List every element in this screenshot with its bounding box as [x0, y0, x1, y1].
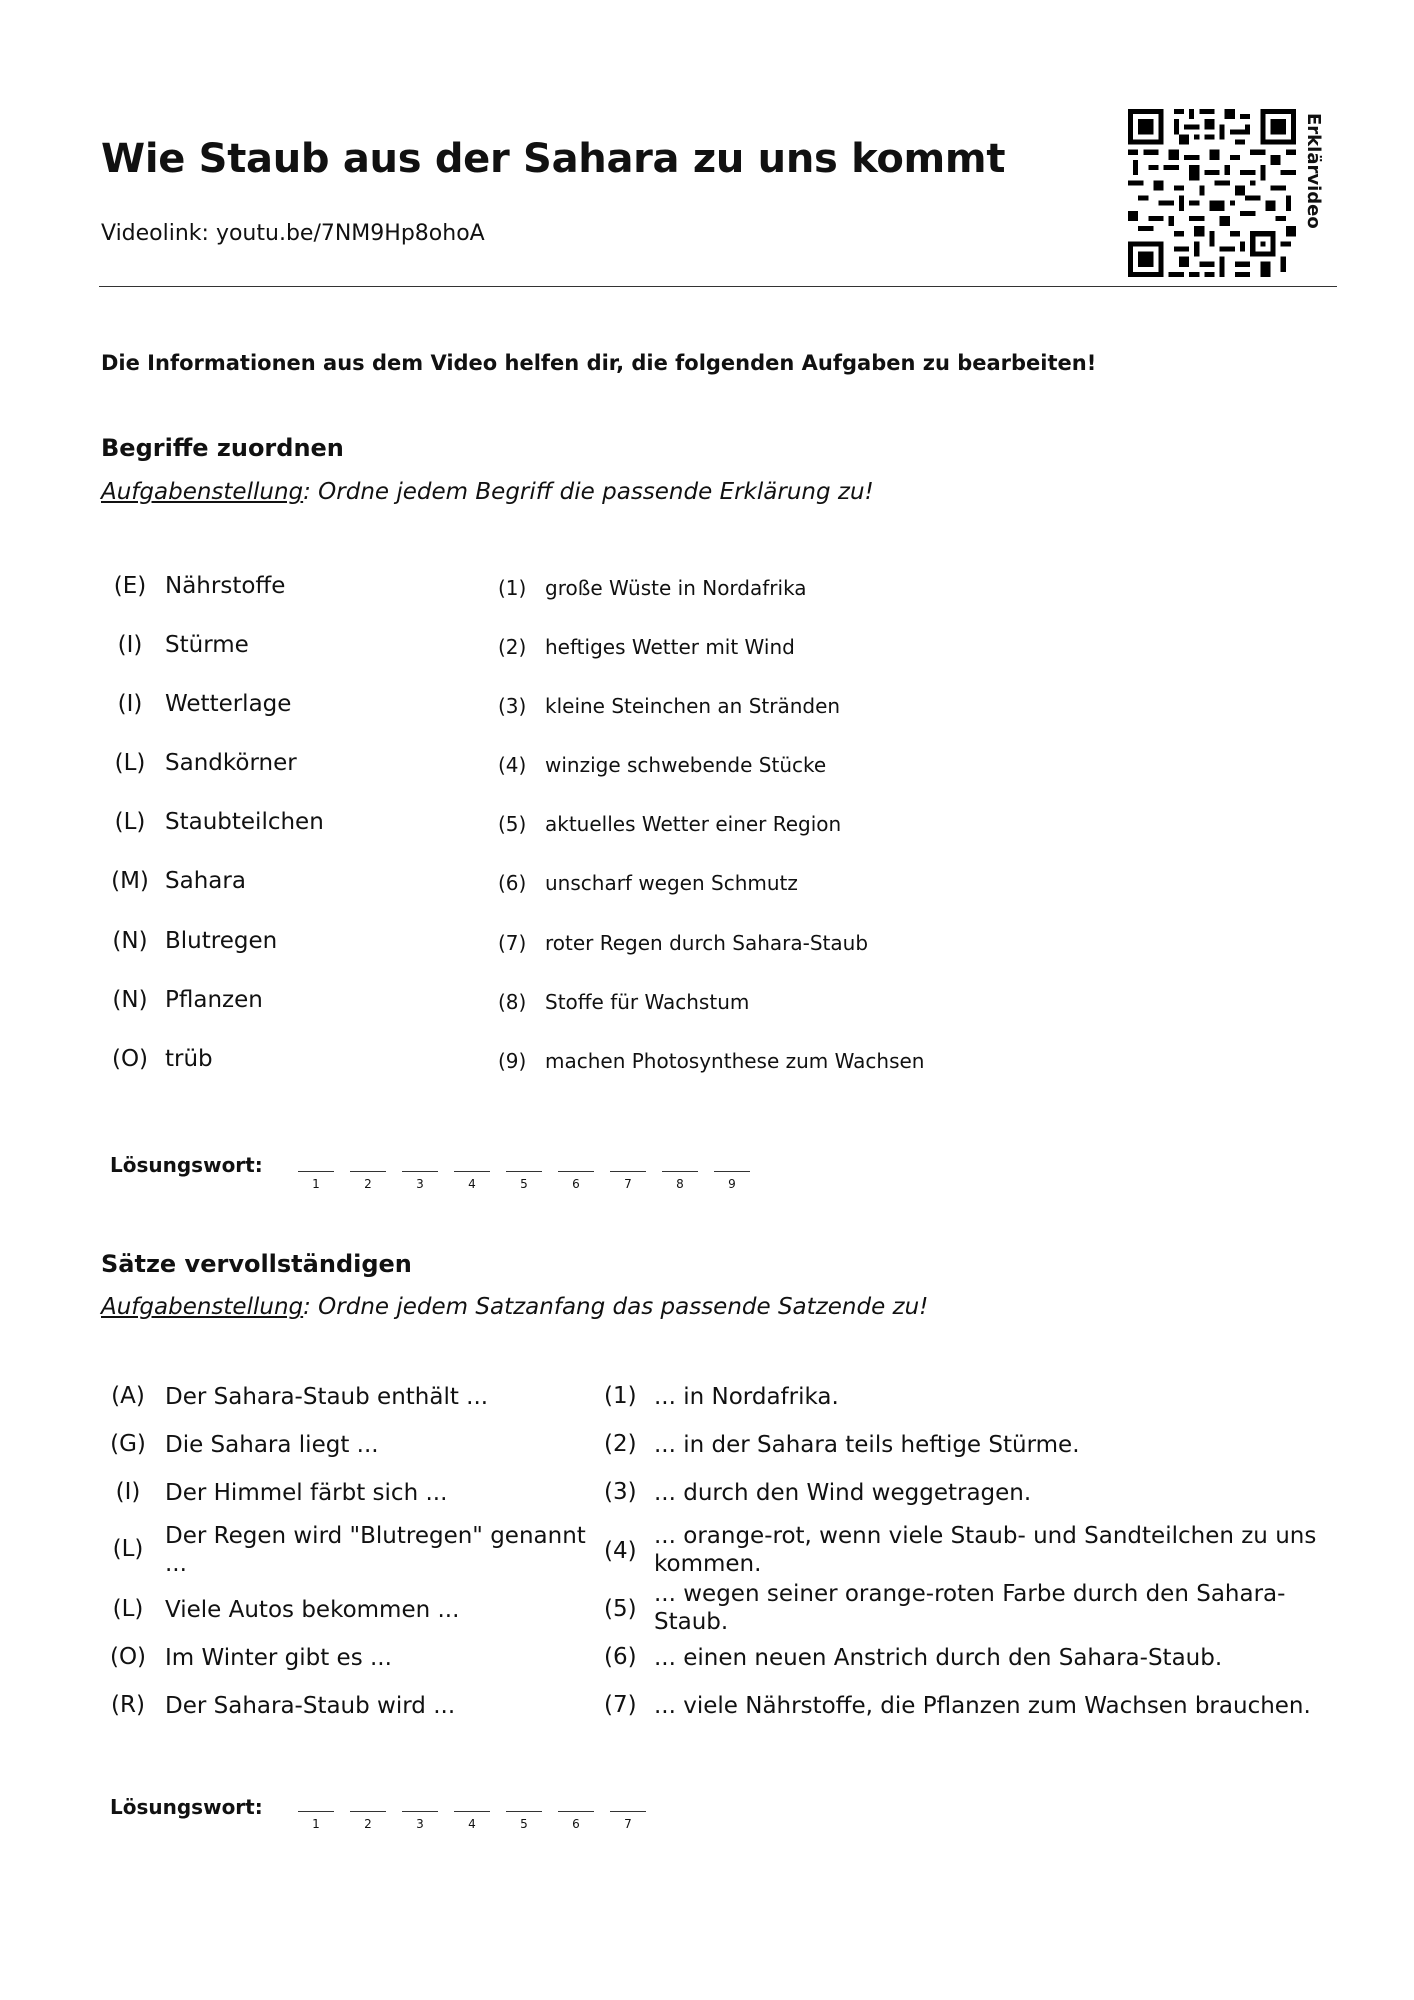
sentence-start-letter: (L) [112, 1596, 144, 1622]
intro-text: Die Informationen aus dem Video helfen dir, die folgenden Aufgaben zu bearbeiten! [101, 351, 1097, 375]
term-letter: (O) [111, 1046, 149, 1072]
sentence-start-text: Der Himmel färbt sich ... [165, 1480, 448, 1506]
section2-task-text: : Ordne jedem Satzanfang das passende Satzende zu! [303, 1294, 929, 1320]
qr-label [1300, 113, 1326, 273]
header-divider [99, 286, 1337, 287]
definition-text: heftiges Wetter mit Wind [545, 635, 795, 659]
term-row [0, 632, 1414, 672]
definition-text: große Wüste in Nordafrika [545, 576, 807, 600]
solution-number: 4 [468, 1177, 476, 1191]
solution-number: 5 [520, 1177, 528, 1191]
sentence-end-text: ... orange-rot, wenn viele Staub- und Sandteilchen zu uns kommen. [654, 1523, 1317, 1577]
sentence-start-letter: (G) [110, 1431, 146, 1457]
solution-blank [610, 1171, 646, 1172]
sentence-end-number: (1) [604, 1383, 637, 1409]
solution-blank [558, 1171, 594, 1172]
definition-number: (8) [498, 990, 527, 1014]
sentence-end-number: (4) [604, 1538, 637, 1564]
section1-task-label: Aufgabenstellung [101, 479, 304, 505]
term-row [0, 573, 1414, 613]
definition-text: kleine Steinchen an Stränden [545, 694, 841, 718]
term-row [0, 1046, 1414, 1086]
solution-number: 6 [572, 1177, 580, 1191]
definition-number: (5) [498, 812, 527, 836]
sentence-end-text: ... in der Sahara teils heftige Stürme. [654, 1432, 1080, 1458]
definition-text: Stoffe für Wachstum [545, 990, 750, 1014]
sentence-end-number: (3) [604, 1479, 637, 1505]
section1-task-text: : Ordne jedem Begriff die passende Erklärung zu! [303, 479, 874, 505]
sentence-start-letter: (A) [111, 1383, 145, 1409]
sentence-end-number: (6) [604, 1644, 637, 1670]
sentence-start-letter: (O) [109, 1644, 147, 1670]
definition-text: roter Regen durch Sahara-Staub [545, 931, 869, 955]
term-text: Sandkörner [165, 750, 297, 776]
definition-text: aktuelles Wetter einer Region [545, 812, 842, 836]
sentence-end-text: ... einen neuen Anstrich durch den Sahara-Staub. [654, 1645, 1223, 1671]
definition-number: (2) [498, 635, 527, 659]
solution-number: 7 [624, 1177, 632, 1191]
definition-text: machen Photosynthese zum Wachsen [545, 1049, 925, 1073]
solution-number: 2 [364, 1177, 372, 1191]
solution-blank [454, 1811, 490, 1812]
solution-blank [402, 1171, 438, 1172]
sentence-start-text: Der Sahara-Staub enthält ... [165, 1384, 489, 1410]
sentence-start-text: Viele Autos bekommen ... [165, 1597, 460, 1623]
sentence-start-text: Die Sahara liegt ... [165, 1432, 379, 1458]
page-title: Wie Staub aus der Sahara zu uns kommt [101, 136, 1006, 182]
sentence-start-letter: (L) [112, 1536, 144, 1562]
definition-text: winzige schwebende Stücke [545, 753, 827, 777]
solution-blank [298, 1811, 334, 1812]
term-row [0, 809, 1414, 849]
term-row [0, 987, 1414, 1027]
sentence-end-text: ... wegen seiner orange-roten Farbe durch den Sahara-Staub. [654, 1581, 1286, 1635]
section1-heading: Begriffe zuordnen [101, 434, 344, 462]
solution-number: 6 [572, 1817, 580, 1831]
definition-number: (7) [498, 931, 527, 955]
definition-number: (6) [498, 871, 527, 895]
solution-number: 8 [676, 1177, 684, 1191]
term-letter: (M) [111, 868, 149, 894]
solution-number: 2 [364, 1817, 372, 1831]
sentence-end-number: (7) [604, 1692, 637, 1718]
term-row [0, 928, 1414, 968]
qr-code-graphic [1128, 109, 1296, 277]
definition-number: (3) [498, 694, 527, 718]
term-text: Blutregen [165, 928, 278, 954]
term-row [0, 750, 1414, 790]
term-row [0, 691, 1414, 731]
sentence-end-text: ... viele Nährstoffe, die Pflanzen zum Wachsen brauchen. [654, 1693, 1311, 1719]
term-letter: (N) [112, 987, 148, 1013]
solution-blank [506, 1811, 542, 1812]
definition-number: (9) [498, 1049, 527, 1073]
solution-number: 1 [312, 1817, 320, 1831]
solution-blank [298, 1171, 334, 1172]
solution-number: 3 [416, 1177, 424, 1191]
section2-task-label: Aufgabenstellung [101, 1294, 304, 1320]
section2-solution-label: Lösungswort: [110, 1795, 263, 1819]
solution-blank [662, 1171, 698, 1172]
term-letter: (I) [117, 632, 143, 658]
solution-blank [402, 1811, 438, 1812]
section1-task [101, 479, 874, 505]
solution-blank [506, 1171, 542, 1172]
sentence-start-text: Im Winter gibt es ... [165, 1645, 392, 1671]
definition-text: unscharf wegen Schmutz [545, 871, 798, 895]
solution-number: 7 [624, 1817, 632, 1831]
sentence-start-text: Der Regen wird "Blutregen" genannt ... [165, 1523, 586, 1577]
sentence-end-number: (5) [604, 1596, 637, 1622]
sentence-start-letter: (R) [111, 1692, 145, 1718]
term-text: Pflanzen [165, 987, 263, 1013]
solution-blank [454, 1171, 490, 1172]
term-text: Stürme [165, 632, 249, 658]
solution-number: 1 [312, 1177, 320, 1191]
term-text: Wetterlage [165, 691, 292, 717]
term-letter: (L) [114, 809, 146, 835]
term-letter: (N) [112, 928, 148, 954]
sentence-end-text: ... durch den Wind weggetragen. [654, 1480, 1032, 1506]
section2-task [101, 1294, 928, 1320]
term-text: trüb [165, 1046, 213, 1072]
solution-blank [350, 1811, 386, 1812]
qr-label-text: Erklärvideo [1303, 113, 1324, 229]
term-letter: (E) [113, 573, 147, 599]
solution-blank [558, 1811, 594, 1812]
solution-number: 4 [468, 1817, 476, 1831]
solution-blank [714, 1171, 750, 1172]
term-letter: (L) [114, 750, 146, 776]
solution-blank [610, 1811, 646, 1812]
sentence-end-text: ... in Nordafrika. [654, 1384, 839, 1410]
sentence-end-number: (2) [604, 1431, 637, 1457]
solution-number: 3 [416, 1817, 424, 1831]
term-text: Sahara [165, 868, 246, 894]
qr-code-icon [1128, 109, 1296, 277]
definition-number: (1) [498, 576, 527, 600]
solution-number: 5 [520, 1817, 528, 1831]
solution-blank [350, 1171, 386, 1172]
video-link[interactable]: Videolink: youtu.be/7NM9Hp8ohoA [101, 221, 485, 246]
solution-number: 9 [728, 1177, 736, 1191]
sentence-start-text: Der Sahara-Staub wird ... [165, 1693, 456, 1719]
term-text: Nährstoffe [165, 573, 286, 599]
section1-solution-label: Lösungswort: [110, 1153, 263, 1177]
sentence-start-letter: (I) [115, 1479, 141, 1505]
term-text: Staubteilchen [165, 809, 324, 835]
definition-number: (4) [498, 753, 527, 777]
term-row [0, 868, 1414, 908]
section2-heading: Sätze vervollständigen [101, 1250, 412, 1278]
term-letter: (I) [117, 691, 143, 717]
